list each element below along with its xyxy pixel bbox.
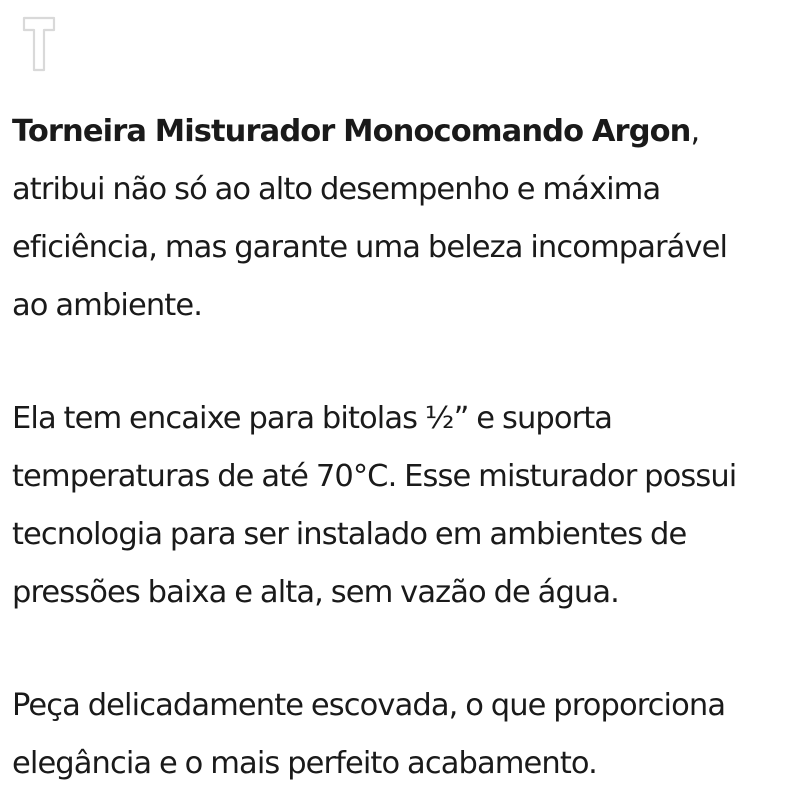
text-line: Ela tem encaixe para bitolas ½” e suporta (12, 401, 613, 436)
text-line: elegância e o mais perfeito acabamento. (12, 746, 597, 781)
paragraph-specs (12, 390, 794, 622)
text-line: eficiência, mas garante uma beleza incomparável (12, 230, 728, 265)
product-name: Torneira Misturador Monocomando Argon (12, 114, 691, 149)
paragraph-finish (12, 677, 794, 793)
product-name-comma: , (690, 114, 700, 149)
text-line: temperaturas de até 70°C. Esse misturador possui (12, 459, 737, 494)
paragraph-intro (12, 103, 794, 335)
description-body (12, 103, 794, 800)
text-line: Peça delicadamente escovada, o que proporciona (12, 688, 726, 723)
text-line: ao ambiente. (12, 288, 202, 323)
letter-t-logo-icon (22, 16, 56, 72)
text-line: atribui não só ao alto desempenho e máxima (12, 172, 661, 207)
text-line: tecnologia para ser instalado em ambientes de (12, 517, 687, 552)
text-line (12, 103, 794, 161)
text-line: pressões baixa e alta, sem vazão de água. (12, 575, 619, 610)
